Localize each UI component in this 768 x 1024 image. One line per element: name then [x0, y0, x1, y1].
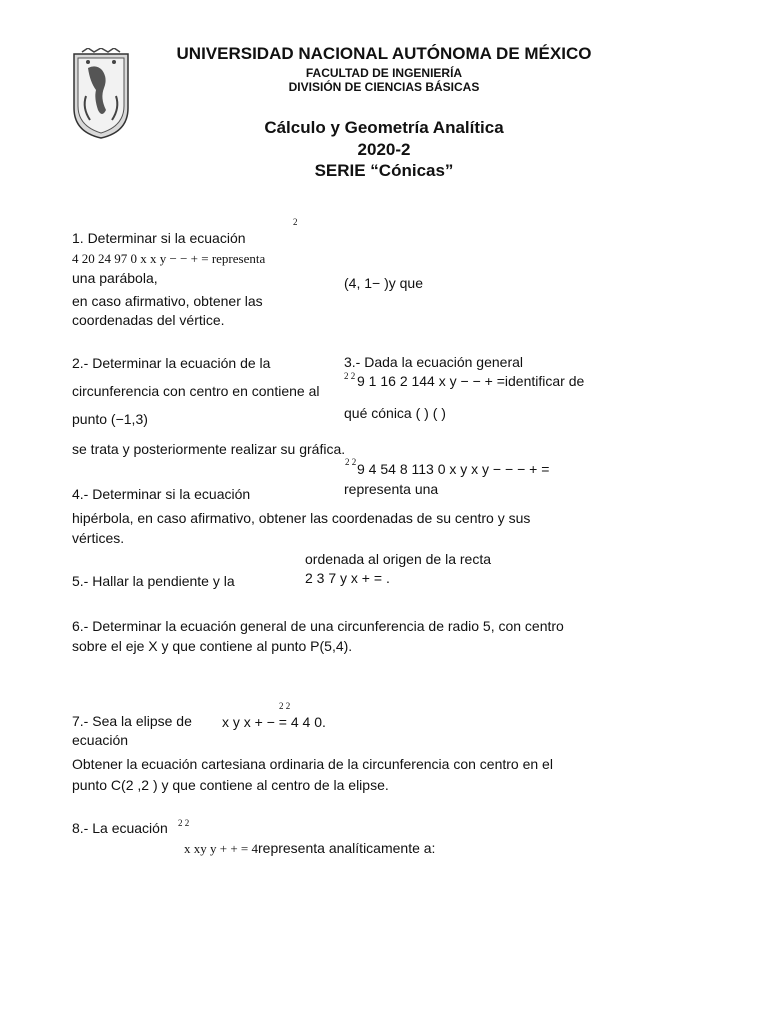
q1-intro: 1. Determinar si la ecuación	[72, 230, 246, 246]
q1-line2: una parábola,	[72, 270, 158, 286]
q2-line3: punto (−1,3)	[72, 411, 148, 427]
q7-line3: Obtener la ecuación cartesiana ordinaria de la circunferencia con centro en el	[72, 756, 553, 772]
q1-equation: 4 20 24 97 0 x x y − − + = representa	[72, 251, 266, 266]
q2-line1: 2.- Determinar la ecuación de la	[72, 355, 271, 371]
q3-line1: 3.- Dada la ecuación general	[344, 354, 524, 370]
division-name: DIVISIÓN DE CIENCIAS BÁSICAS	[288, 80, 480, 94]
q5-right2: 2 3 7 y x + = .	[305, 570, 390, 586]
q7-line2: ecuación	[72, 732, 129, 748]
q3-exponent: 2 2	[344, 371, 356, 381]
q5-left: 5.- Hallar la pendiente y la	[72, 573, 235, 589]
q8-exponent: 2 2	[178, 818, 190, 828]
q4-equation: 9 4 54 8 113 0 x y x y − − − + =	[357, 461, 550, 477]
q3-line3: qué cónica ( ) ( )	[344, 405, 446, 421]
university-name: UNIVERSIDAD NACIONAL AUTÓNOMA DE MÉXICO	[176, 44, 592, 63]
q1-exponent: 2	[293, 217, 298, 227]
q2-line2: circunferencia con centro en contiene al	[72, 383, 320, 399]
term: 2020-2	[357, 140, 411, 159]
series-title: SERIE “Cónicas”	[314, 161, 454, 180]
q3-equation: 9 1 16 2 144 x y − − + =identificar de	[357, 373, 585, 389]
faculty-name: FACULTAD DE INGENIERÍA	[305, 66, 463, 80]
q1-line3: en caso afirmativo, obtener las	[72, 293, 263, 309]
q4-exponent: 2 2	[345, 457, 357, 467]
q4-line1: 4.- Determinar si la ecuación	[72, 486, 251, 502]
q8-equation: x xy y + + = 4representa analíticamente a:	[184, 840, 436, 856]
q1-line4: coordenadas del vértice.	[72, 312, 225, 328]
q7-line1: 7.- Sea la elipse de	[72, 713, 192, 729]
q6-line1: 6.- Determinar la ecuación general de una circunferencia de radio 5, con centro	[72, 618, 564, 634]
q7-equation: x y x + − = 4 4 0.	[222, 714, 326, 730]
q6-line2: sobre el eje X y que contiene al punto P(5,4).	[72, 638, 353, 654]
course-title: Cálculo y Geometría Analítica	[264, 118, 504, 137]
q7-line4: punto C(2 ,2 ) y que contiene al centro de la elipse.	[72, 777, 389, 793]
q3-line4: se trata y posteriormente realizar su gráfica.	[72, 441, 346, 457]
q7-exponent: 2 2	[279, 701, 291, 711]
q4-line2: representa una	[344, 481, 439, 497]
q5-right1: ordenada al origen de la recta	[305, 551, 492, 567]
q4-line4: vértices.	[72, 530, 125, 546]
q1-point: (4, 1− )y que	[344, 275, 423, 291]
q8-line1: 8.- La ecuación	[72, 820, 168, 836]
q8-tail: representa analíticamente a:	[258, 840, 436, 856]
q4-line3: hipérbola, en caso afirmativo, obtener las coordenadas de su centro y sus	[72, 510, 531, 526]
